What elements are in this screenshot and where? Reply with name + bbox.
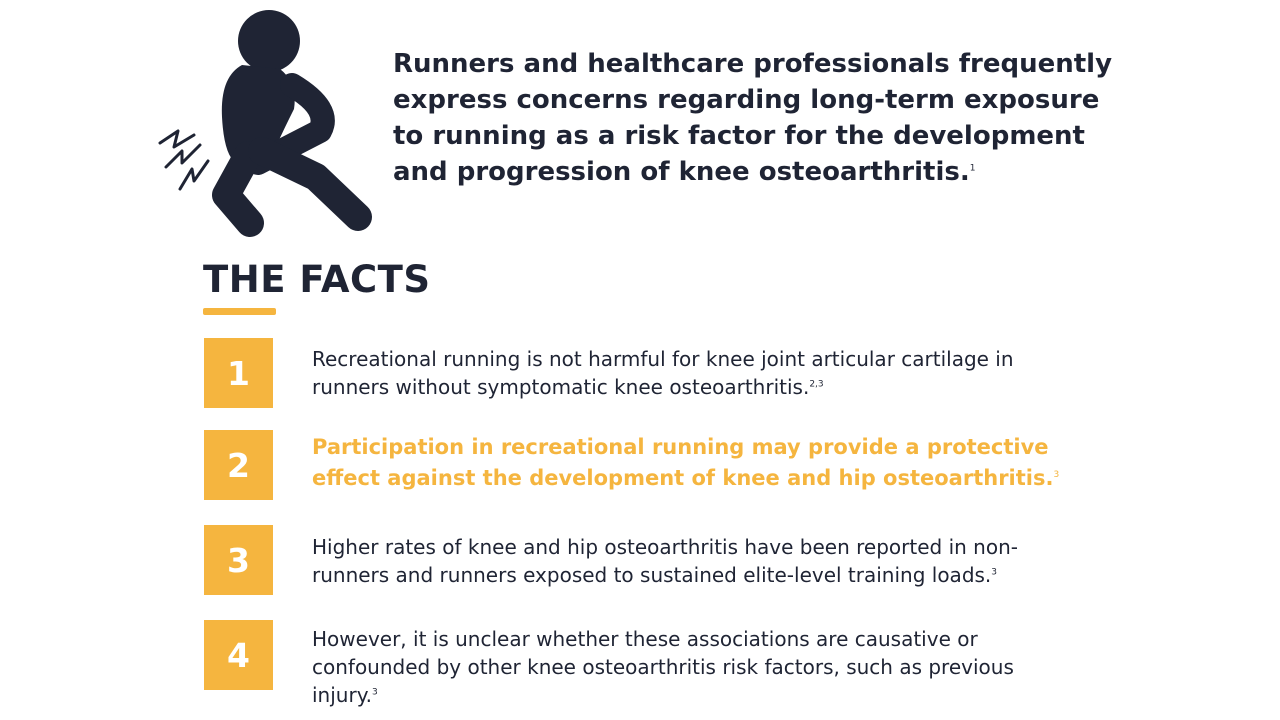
intro-paragraph <box>393 46 1113 190</box>
fact-text <box>312 625 1072 709</box>
fact-text <box>312 345 1072 401</box>
fact-item-3 <box>204 525 1204 597</box>
fact-text <box>312 533 1072 589</box>
intro-reference: 1 <box>969 163 976 174</box>
knee-pain-person-icon <box>150 5 390 245</box>
intro-text: Runners and healthcare professionals frequently express concerns regarding long-term exposure to running as a risk factor for the development and progression of knee osteoarthritis. <box>393 49 1113 187</box>
facts-heading: THE FACTS <box>203 258 431 301</box>
fact-number-badge: 2 <box>204 430 273 500</box>
fact-text <box>312 432 1072 494</box>
fact-text-body: However, it is unclear whether these associations are causative or confounded by other knee osteoarthritis risk factors, such as previous injury. <box>312 627 1014 707</box>
fact-number-badge: 3 <box>204 525 273 595</box>
fact-item-4 <box>204 620 1204 707</box>
fact-text-body: Recreational running is not harmful for knee joint articular cartilage in runners without symptomatic knee osteoarthritis. <box>312 347 1014 399</box>
fact-item-1 <box>204 338 1204 410</box>
fact-reference: 3 <box>1053 470 1060 480</box>
fact-reference: 3 <box>372 687 378 698</box>
fact-reference: 3 <box>991 567 998 578</box>
fact-number-badge: 1 <box>204 338 273 408</box>
fact-item-2 <box>204 430 1204 502</box>
fact-text-body: Higher rates of knee and hip osteoarthritis have been reported in non-runners and runners exposed to sustained elite-level training loads. <box>312 535 1018 587</box>
fact-number-badge: 4 <box>204 620 273 690</box>
facts-heading-underline <box>203 308 276 315</box>
fact-reference: 2,3 <box>809 379 824 390</box>
fact-text-body: Participation in recreational running may provide a protective effect against the development of knee and hip osteoarthritis. <box>312 435 1054 490</box>
